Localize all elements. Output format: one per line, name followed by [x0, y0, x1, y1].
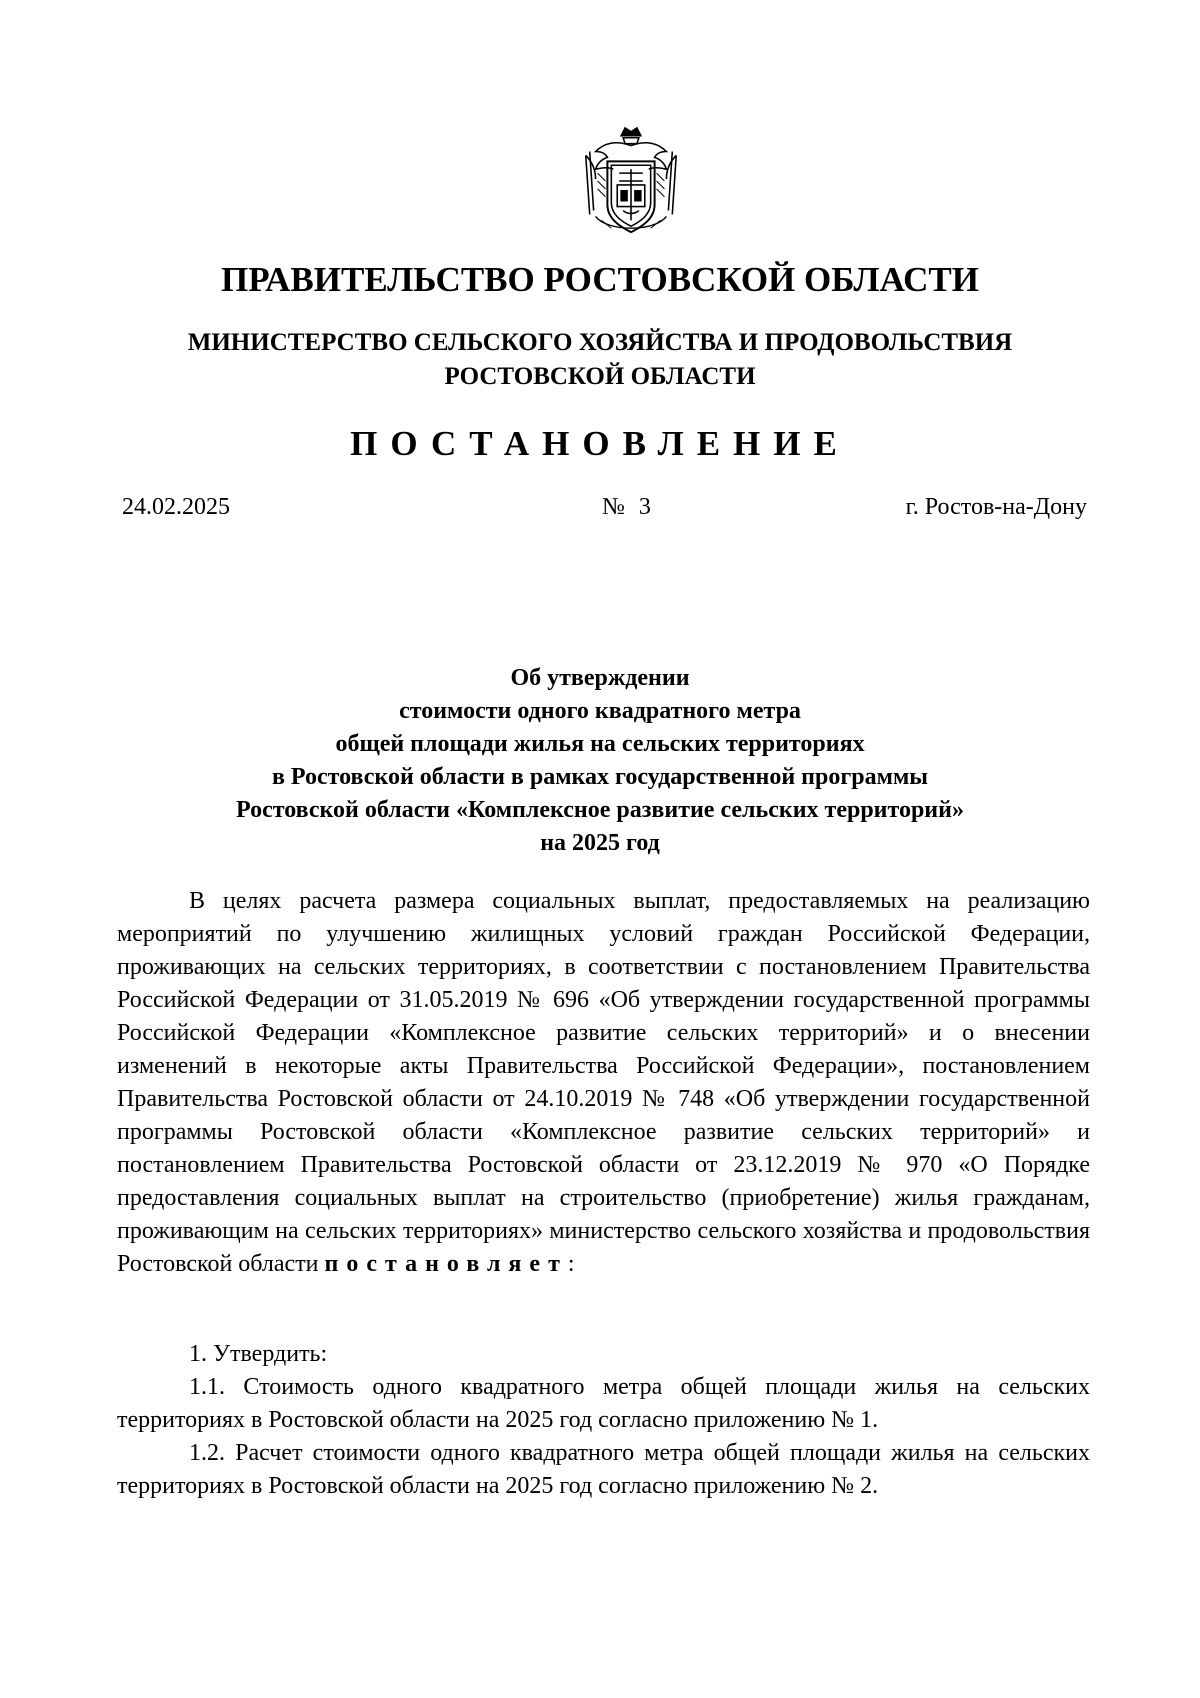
item-1: 1. Утвердить:	[189, 1341, 328, 1367]
document-subject	[0, 662, 1200, 860]
document-number-value: 3	[638, 494, 651, 520]
coat-of-arms-icon	[572, 122, 690, 240]
subject-line-5: Ростовской области «Комплексное развитие сельских территорий»	[236, 797, 964, 823]
intro-text-block	[117, 885, 1090, 1281]
item-1-1: 1.1. Стоимость одного квадратного метра общей площади жилья на сельских территориях в Ростовской области на 2025 год согласно приложению № 1.	[117, 1374, 1090, 1433]
intro-end: :	[567, 1251, 575, 1277]
intro-paragraph	[117, 885, 1090, 1281]
ministry-title-line-1: МИНИСТЕРСТВО СЕЛЬСКОГО ХОЗЯЙСТВА И ПРОДОВОЛЬСТВИЯ	[187, 329, 1013, 356]
government-title: ПРАВИТЕЛЬСТВО РОСТОВСКОЙ ОБЛАСТИ	[221, 260, 979, 299]
intro-text: В целях расчета размера социальных выплат, предоставляемых на реализацию мероприятий по улучшению жилищных условий граждан Российской Федерации, проживающих на сельских территориях, в соответствии с постановлением Правительства Российской Федерации от 31.05.2019 № 696 «Об утверждении государственной программы Российской Федерации «Комплексное развитие сельских территорий» и о внесении изменений в некоторые акты Правительства Российской Федерации», постановлением Правительства Ростовской области от 24.10.2019 № 748 «Об утверждении государственной программы Ростовской области «Комплексное развитие сельских территорий» и постановлением Правительства Ростовской области от 23.12.2019 № 970 «О Порядке предоставления социальных выплат на строительство (приобретение) жилья гражданам, проживающим на сельских территориях» министерство сельского хозяйства и продовольствия Ростовской области	[117, 888, 1090, 1277]
item-1-2: 1.2. Расчет стоимости одного квадратного метра общей площади жилья на сельских территориях в Ростовской области на 2025 год согласно приложению № 2.	[117, 1440, 1090, 1499]
ministry-title-line-2: РОСТОВСКОЙ ОБЛАСТИ	[444, 363, 756, 390]
subject-line-3: общей площади жилья на сельских территориях	[335, 731, 865, 757]
resolution-items	[117, 1338, 1090, 1503]
subject-line-2: стоимости одного квадратного метра	[399, 698, 801, 724]
document-meta	[122, 494, 1087, 528]
intro-verb: постановляет	[324, 1251, 568, 1277]
document-number-label: №	[602, 494, 625, 520]
subject-line-4: в Ростовской области в рамках государственной программы	[271, 764, 929, 790]
document-city: г. Ростов-на-Дону	[905, 494, 1087, 520]
ministry-title	[0, 326, 1200, 394]
subject-line-6: на 2025 год	[540, 830, 660, 856]
subject-line-1: Об утверждении	[510, 665, 690, 691]
document-type-title: ПОСТАНОВЛЕНИЕ	[350, 424, 850, 463]
document-date: 24.02.2025	[122, 494, 230, 520]
document-number	[602, 494, 651, 521]
